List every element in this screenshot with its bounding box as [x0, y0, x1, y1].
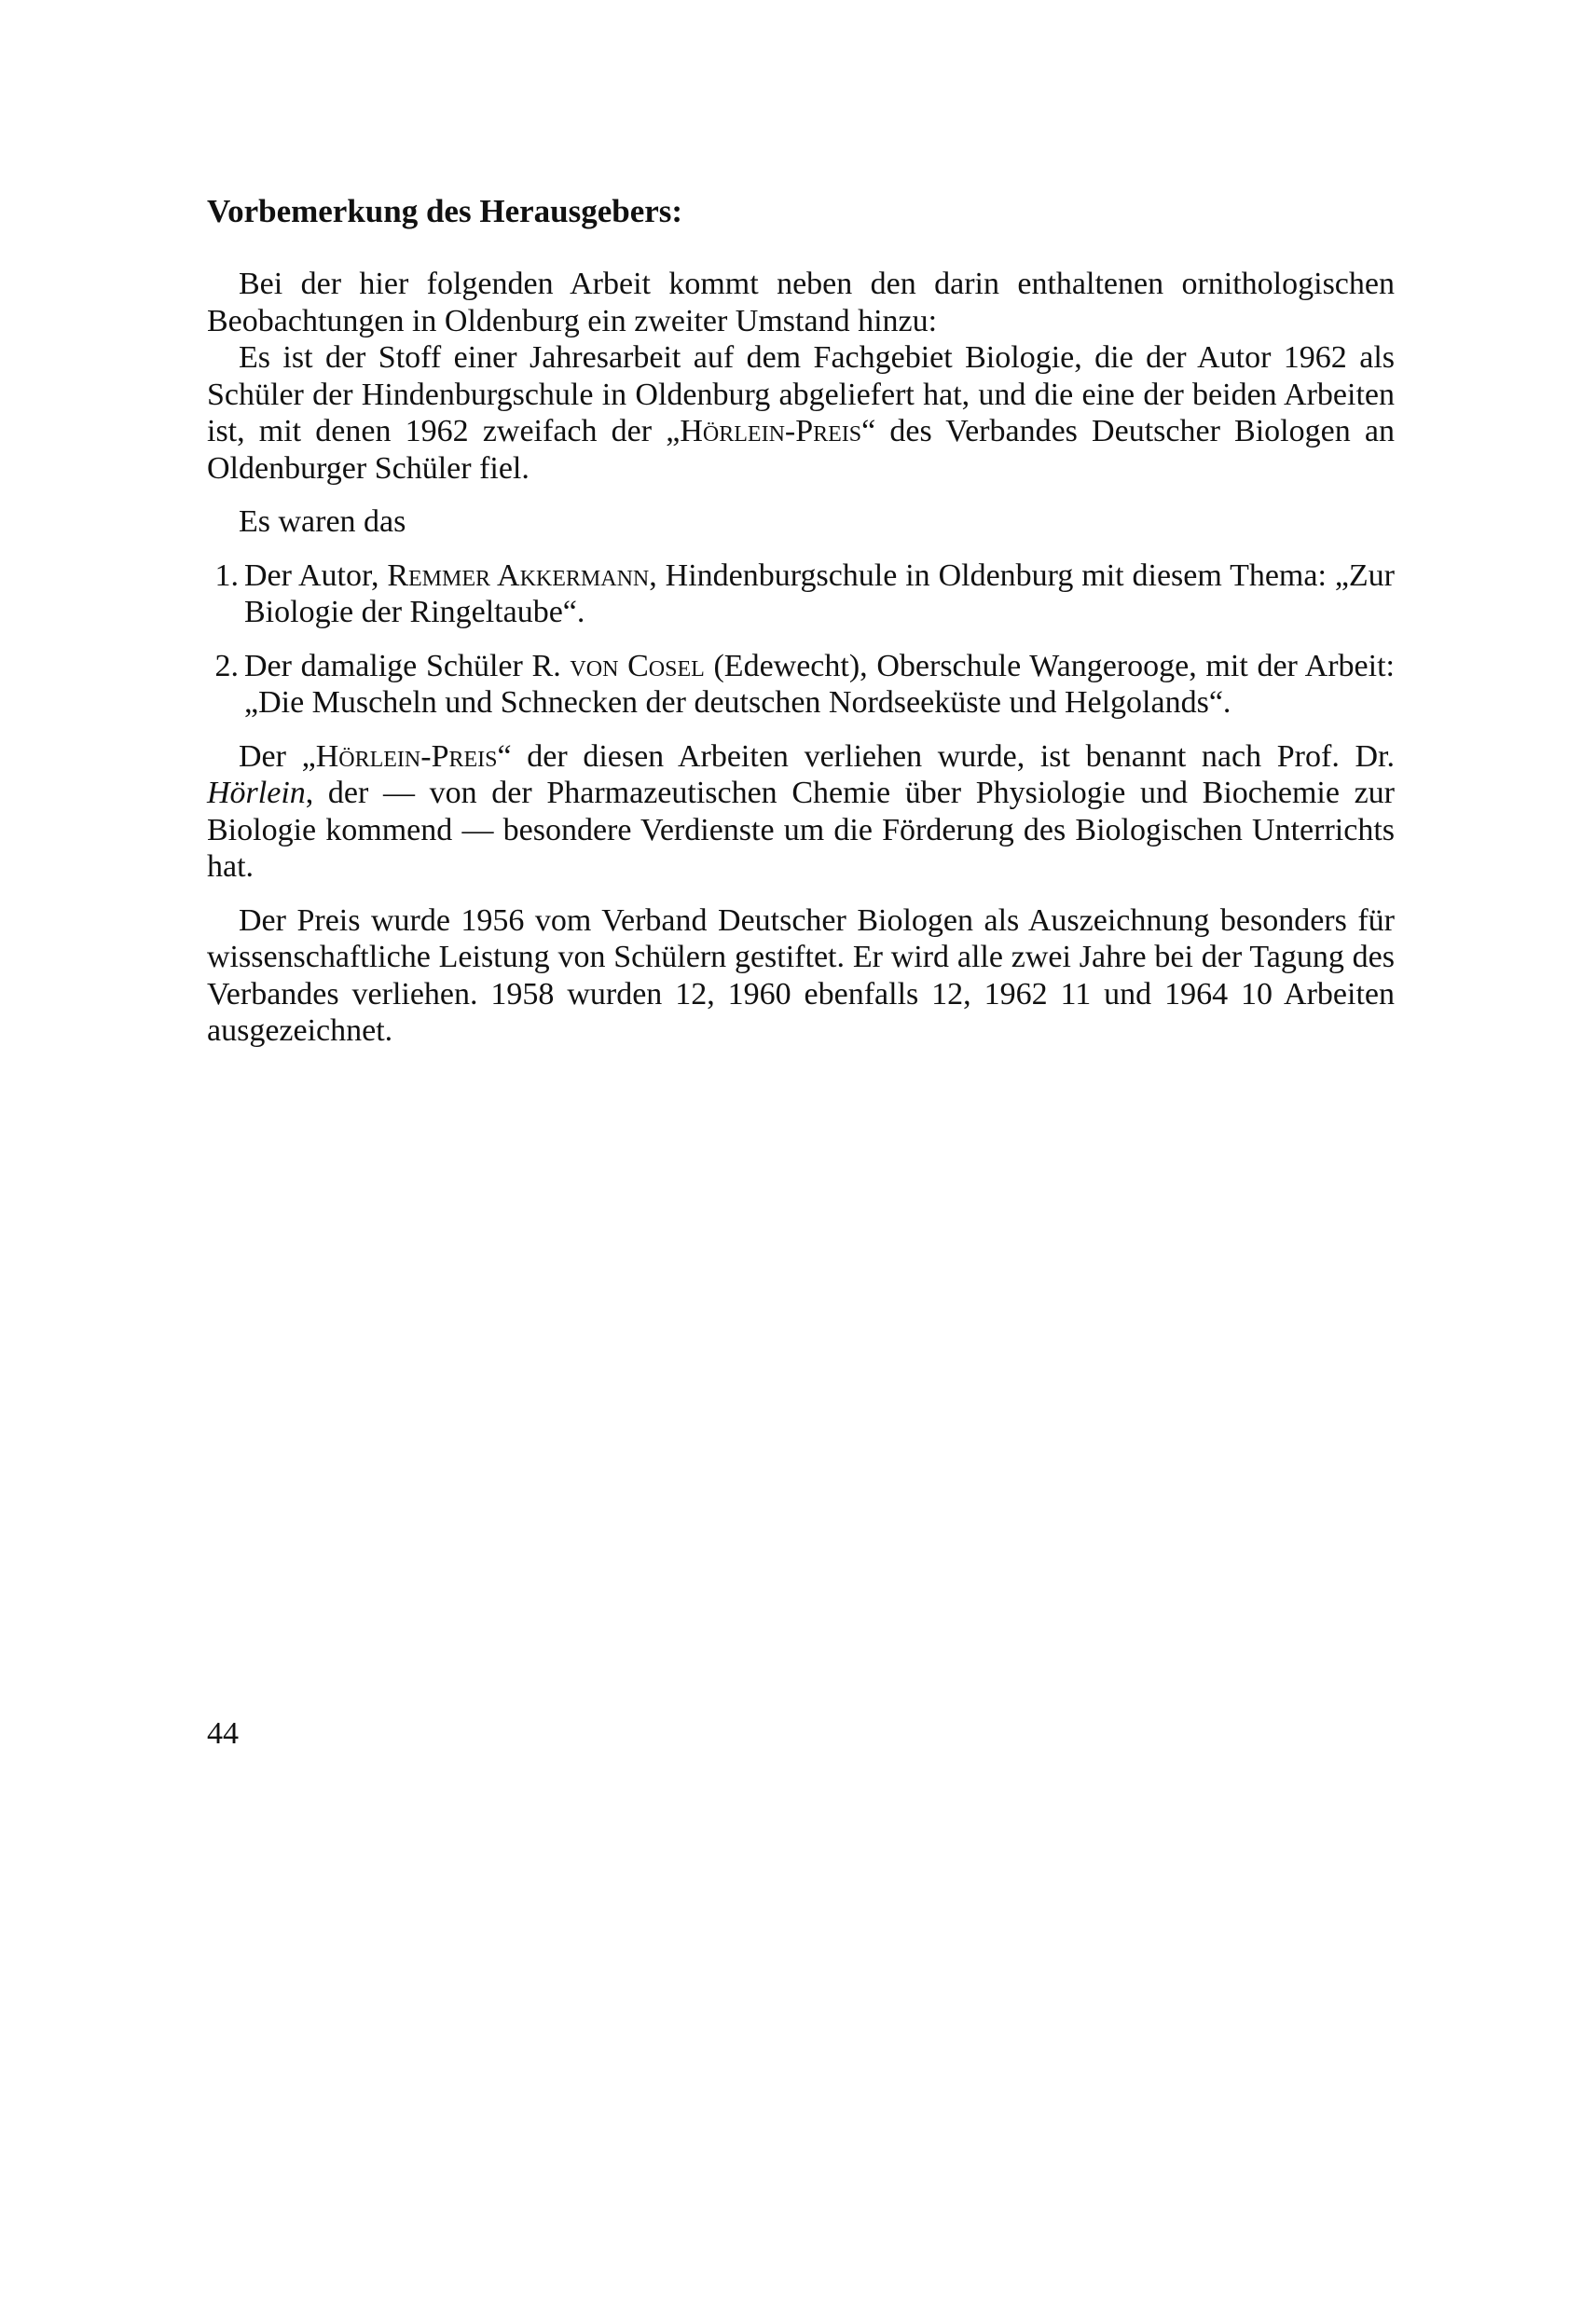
paragraph-intro-text: Bei der hier folgenden Arbeit kommt neben den darin enthaltenen ornithologischen Beobachtungen in Oldenburg ein zweiter Umstand hinzu: — [207, 267, 1395, 338]
list-item-text — [244, 648, 1395, 722]
list-item-text-before: Der damalige Schüler R. — [244, 648, 571, 683]
prize-name: Hörlein-Preis — [315, 738, 498, 774]
list-item-text-after: (Edewecht), Oberschule Wangerooge, mit der Arbeit: „Die Muscheln und Schnecken der deutschen Nordseeküste und Helgolands“. — [244, 648, 1395, 720]
list-item — [207, 648, 1395, 722]
prize-name: Hörlein-Preis — [680, 414, 862, 448]
paragraph-list-intro — [207, 503, 1395, 541]
list-item-text-after: , Hindenburgschule in Oldenburg mit diesem Thema: „Zur Biologie der Ringeltaube“. — [244, 557, 1395, 629]
paragraph-origin — [207, 339, 1395, 487]
paragraph-origin-text-before: Es ist der Stoff einer Jahresarbeit auf dem Fachgebiet Biologie, die der Autor 1962 als Schüler der Hindenburgschule in Oldenburg abgeliefert hat, und die eine der beiden Arbeiten ist, mit denen 1962 zweifach der „ — [207, 340, 1395, 448]
body-text — [207, 266, 1395, 1050]
paragraph-prize-text-middle: “ der diesen Arbeiten verliehen wurde, ist benannt nach Prof. Dr. — [497, 738, 1395, 774]
list-item-text-before: Der Autor, — [244, 557, 388, 593]
list-item-number: 2. — [214, 648, 239, 683]
paragraph-origin-text-after: “ des Verbandes Deutscher Biologen an Oldenburger Schüler fiel. — [207, 414, 1395, 486]
page-number: 44 — [207, 1716, 239, 1751]
section-heading: Vorbemerkung des Herausgebers: — [207, 193, 683, 229]
list-item-number: 1. — [214, 557, 239, 593]
list-item-text — [244, 557, 1395, 631]
paragraph-history — [207, 902, 1395, 1050]
student-name: von Cosel — [570, 648, 705, 683]
author-name: Remmer Akkermann — [387, 557, 650, 593]
paragraph-prize-text-after: , der — von der Pharmazeutischen Chemie über Physiologie und Biochemie zur Biologie kommend — besondere Verdienste um die Förderung des Biologischen Unterrichts hat. — [207, 776, 1395, 884]
paragraph-prize-text-before: Der „ — [239, 738, 316, 774]
paragraph-history-text: Der Preis wurde 1956 vom Verband Deutscher Biologen als Auszeichnung besonders für wissenschaftliche Leistung von Schülern gestiftet. Er wird alle zwei Jahre bei der Tagung des Verbandes verliehen. 1958 wurden 12, 1960 ebenfalls 12, 1962 11 und 1964 10 Arbeiten ausgezeichnet. — [207, 902, 1395, 1048]
paragraph-intro — [207, 266, 1395, 339]
paragraph-list-intro-text: Es waren das — [239, 504, 406, 539]
paragraph-prize — [207, 738, 1395, 886]
person-name: Hörlein — [207, 776, 306, 810]
list-item — [207, 557, 1395, 631]
